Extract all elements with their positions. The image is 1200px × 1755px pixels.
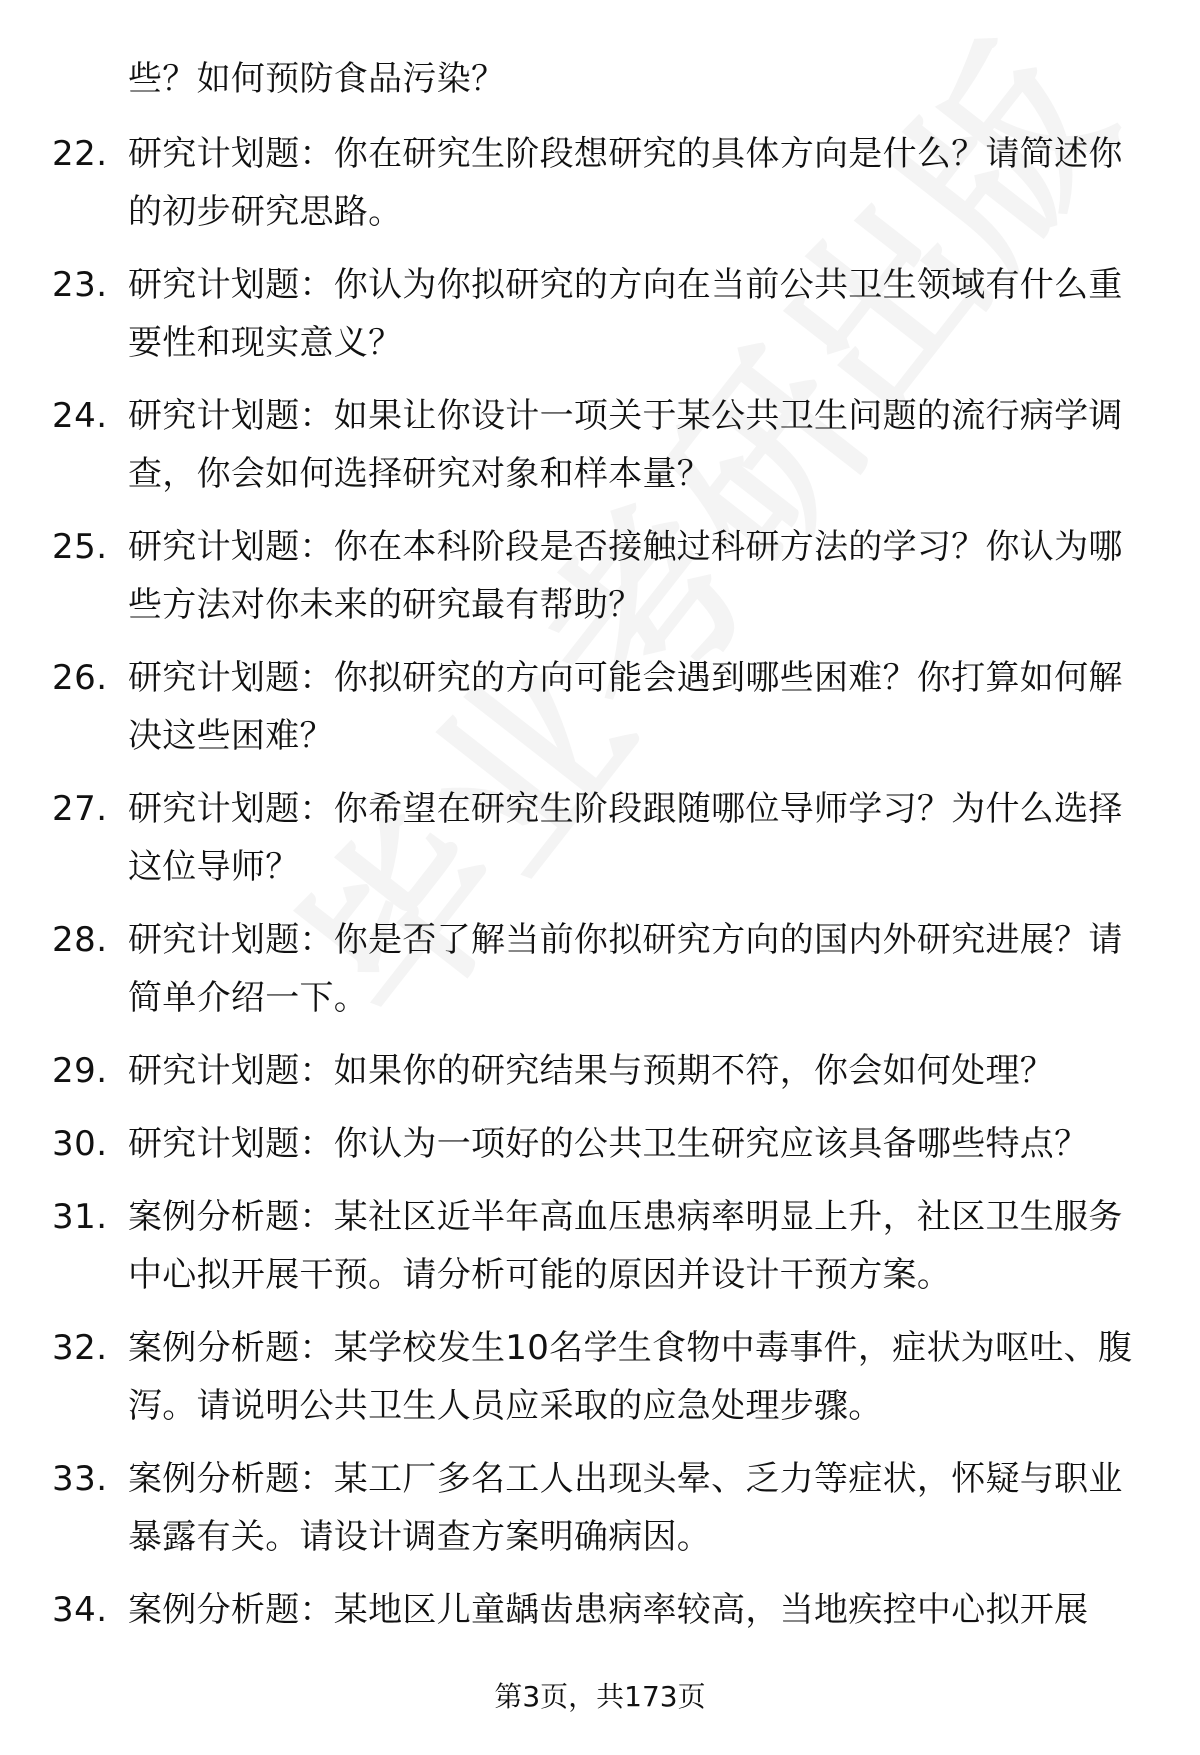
item-text: 研究计划题：你希望在研究生阶段跟随哪位导师学习？为什么选择这位导师？ [128,789,1123,887]
page-footer: 第3页，共173页 [494,1680,706,1713]
item-text: 研究计划题：你是否了解当前你拟研究方向的国内外研究进展？请简单介绍一下。 [128,920,1123,1018]
item-number: 32. [52,1328,108,1368]
item-number: 24. [52,396,108,436]
item-text: 研究计划题：你拟研究的方向可能会遇到哪些困难？你打算如何解决这些困难？ [128,658,1123,756]
item-text: 研究计划题：你认为你拟研究的方向在当前公共卫生领域有什么重要性和现实意义？ [128,265,1123,363]
item-number: 22. [52,134,108,174]
item-number: 33. [52,1459,108,1499]
item-number: 26. [52,658,108,698]
item-text: 案例分析题：某工厂多名工人出现头晕、乏力等症状，怀疑与职业暴露有关。请设计调查方案明确病因。 [128,1459,1123,1557]
item-number: 31. [52,1197,108,1237]
item-text: 些？如何预防食品污染？ [128,59,506,99]
item-text: 研究计划题：如果让你设计一项关于某公共卫生问题的流行病学调查，你会如何选择研究对象和样本量？ [128,396,1123,494]
item-number: 28. [52,920,108,960]
item-number: 25. [52,527,108,567]
item-text: 研究计划题：你认为一项好的公共卫生研究应该具备哪些特点？ [128,1124,1089,1164]
item-number: 29. [52,1051,108,1091]
item-text: 研究计划题：你在本科阶段是否接触过科研方法的学习？你认为哪些方法对你未来的研究最有帮助？ [128,527,1123,625]
item-number: 30. [52,1124,108,1164]
item-text: 研究计划题：你在研究生阶段想研究的具体方向是什么？请简述你的初步研究思路。 [128,134,1123,232]
item-number: 23. [52,265,108,305]
item-text: 研究计划题：如果你的研究结果与预期不符，你会如何处理？ [128,1051,1055,1091]
item-text: 案例分析题：某社区近半年高血压患病率明显上升，社区卫生服务中心拟开展干预。请分析可能的原因并设计干预方案。 [128,1197,1123,1295]
item-text: 案例分析题：某学校发生10名学生食物中毒事件，症状为呕吐、腹泻。请说明公共卫生人员应采取的应急处理步骤。 [128,1328,1133,1426]
item-text: 案例分析题：某地区儿童龋齿患病率较高，当地疾控中心拟开展 [128,1590,1089,1630]
item-number: 27. [52,789,108,829]
item-number: 34. [52,1590,108,1630]
